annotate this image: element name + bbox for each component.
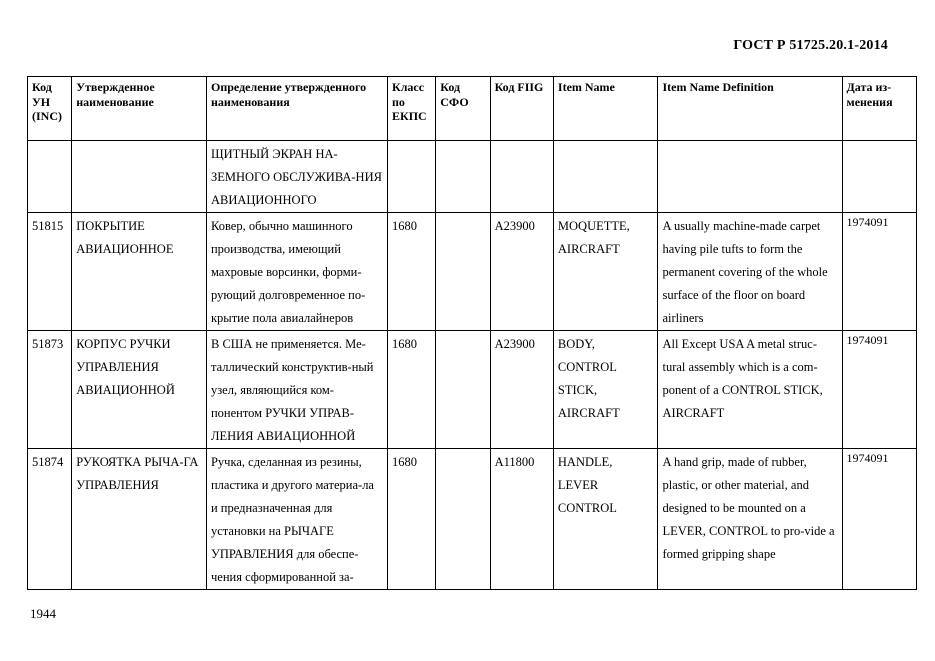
cell-sfo (436, 449, 490, 590)
cell-definition: В США не применяется. Ме-таллический конструктив-ный узел, являющийся ком-понентом РУЧКИ УПРАВ-ЛЕНИЯ АВИАЦИОННОЙ (206, 331, 387, 449)
cell-inc (28, 141, 72, 213)
cell-definition: Ковер, обычно машинного производства, имеющий махровые ворсинки, форми-рующий долговременное по-крытие пола авиалайнеров (206, 213, 387, 331)
cell-sfo (436, 141, 490, 213)
table-header-row (28, 77, 917, 141)
cell-name: РУКОЯТКА РЫЧА-ГА УПРАВЛЕНИЯ (72, 449, 207, 590)
table-row (28, 331, 917, 449)
cell-inc: 51815 (28, 213, 72, 331)
page-number: 1944 (30, 606, 56, 621)
cell-inc: 51874 (28, 449, 72, 590)
col-header-definition: Определение утвержденного наименования (206, 77, 387, 141)
cell-item-def: All Except USA A metal struc-tural assembly which is a com-ponent of a CONTROL STICK, AIRCRAFT (658, 331, 842, 449)
table-row (28, 449, 917, 590)
cell-class: 1680 (388, 331, 436, 449)
table-row-continuation (28, 141, 917, 213)
document-code: ГОСТ Р 51725.20.1-2014 (733, 38, 888, 53)
cell-item-def: A hand grip, made of rubber, plastic, or other material, and designed to be mounted on a LEVER, CONTROL to pro-vide a formed gripping shape (658, 449, 842, 590)
col-header-inc: Код УН (INC) (28, 77, 72, 141)
catalog-table (27, 76, 917, 590)
col-header-approved-name: Утвержденное наименование (72, 77, 207, 141)
cell-item-name (553, 141, 658, 213)
cell-item-name: BODY, CONTROL STICK, AIRCRAFT (553, 331, 658, 449)
col-header-sfo: Код СФО (436, 77, 490, 141)
col-header-fiig: Код FIIG (490, 77, 553, 141)
cell-item-def: A usually machine-made carpet having pile tufts to form the permanent covering of the whole surface of the floor on board airliners (658, 213, 842, 331)
cell-inc: 51873 (28, 331, 72, 449)
cell-class (388, 141, 436, 213)
cell-fiig: A11800 (490, 449, 553, 590)
cell-sfo (436, 331, 490, 449)
cell-class: 1680 (388, 449, 436, 590)
cell-name (72, 141, 207, 213)
cell-item-def (658, 141, 842, 213)
col-header-item-def: Item Name Definition (658, 77, 842, 141)
cell-sfo (436, 213, 490, 331)
cell-date: 1974091 (842, 331, 916, 449)
cell-definition: ЩИТНЫЙ ЭКРАН НА-ЗЕМНОГО ОБСЛУЖИВА-НИЯ АВИАЦИОННОГО (206, 141, 387, 213)
cell-date (842, 141, 916, 213)
cell-name: КОРПУС РУЧКИ УПРАВЛЕНИЯ АВИАЦИОННОЙ (72, 331, 207, 449)
cell-item-name: HANDLE, LEVER CONTROL (553, 449, 658, 590)
cell-class: 1680 (388, 213, 436, 331)
col-header-class: Класс по ЕКПС (388, 77, 436, 141)
cell-fiig: A23900 (490, 331, 553, 449)
cell-name: ПОКРЫТИЕ АВИАЦИОННОЕ (72, 213, 207, 331)
cell-date: 1974091 (842, 213, 916, 331)
cell-fiig: A23900 (490, 213, 553, 331)
cell-item-name: MOQUETTE, AIRCRAFT (553, 213, 658, 331)
table-row (28, 213, 917, 331)
cell-fiig (490, 141, 553, 213)
col-header-date: Дата из-менения (842, 77, 916, 141)
col-header-item-name: Item Name (553, 77, 658, 141)
cell-date: 1974091 (842, 449, 916, 590)
cell-definition: Ручка, сделанная из резины, пластика и другого материа-ла и предназначенная для установки на РЫЧАГЕ УПРАВЛЕНИЯ для обеспе-чения сформированной за- (206, 449, 387, 590)
